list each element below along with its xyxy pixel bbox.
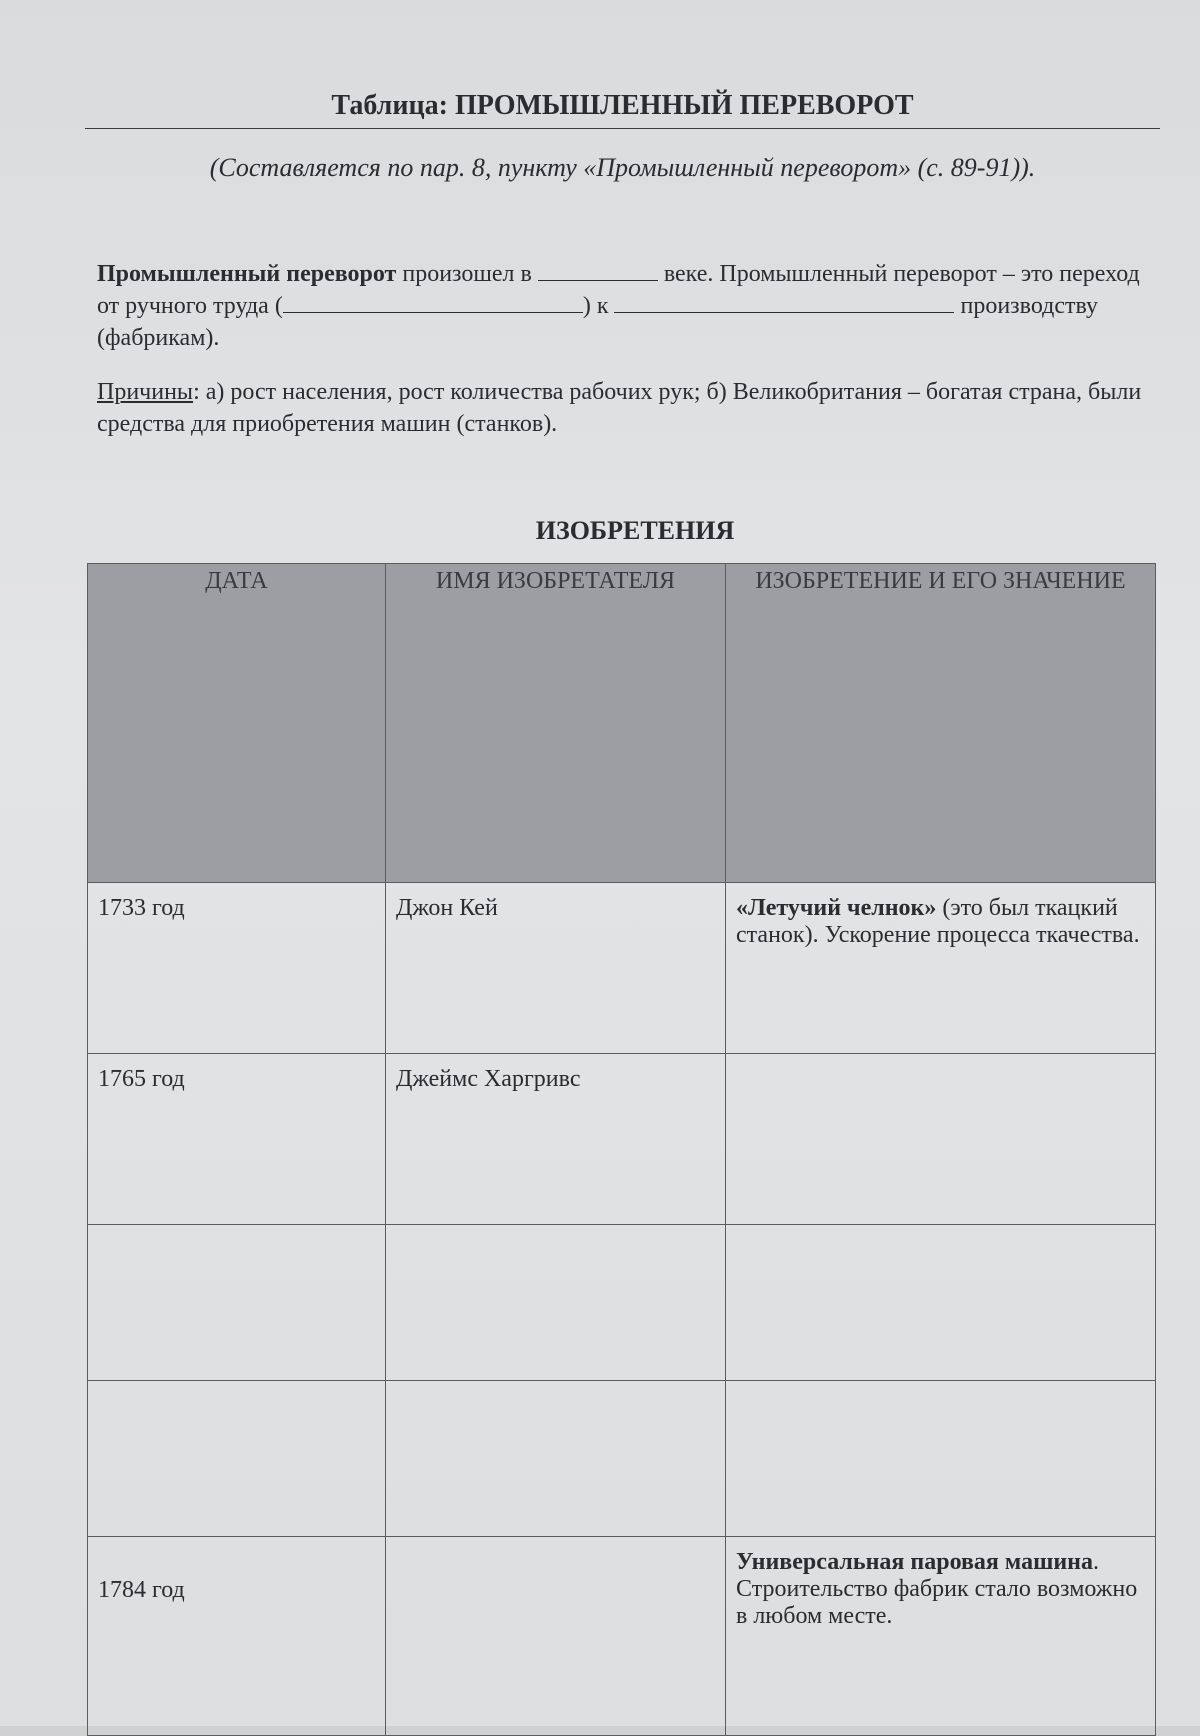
cell-date[interactable]: 1733 год <box>88 883 386 1054</box>
invention-name: Универсальная паровая машина <box>736 1549 1094 1575</box>
table-row <box>88 1054 1156 1225</box>
invention-description: . Строительство фабрик стало возможно в любом месте. <box>736 1549 1138 1629</box>
cell-invention[interactable] <box>726 1054 1156 1225</box>
cell-invention[interactable] <box>726 1225 1156 1381</box>
causes-text: : а) рост населения, рост количества рабочих рук; б) Великобритания – богатая страна, были средства для приобретения машин (станков). <box>97 379 1142 437</box>
document-subtitle: (Составляется по пар. 8, пункту «Промышленный переворот» (с. 89-91)). <box>209 153 1036 182</box>
table-row <box>88 1381 1156 1537</box>
causes-paragraph <box>97 376 1142 440</box>
blank-manual-labor[interactable] <box>283 292 583 313</box>
intro-text-1: произошел в <box>396 261 538 287</box>
intro-text-4: производству (фабрикам). <box>97 293 1098 351</box>
table-header-row <box>88 564 1156 883</box>
invention-description: (это был ткацкий станок). Ускорение процесса ткачества. <box>736 895 1140 948</box>
table-row <box>88 883 1156 1054</box>
cell-name[interactable]: Джеймс Харгривс <box>386 1054 726 1225</box>
header-inventor-name: ИМЯ ИЗОБРЕТАТЕЛЯ <box>386 564 726 883</box>
intro-text-2: веке. Промышленный переворот – это переход от ручного труда ( <box>97 261 1140 319</box>
cell-invention[interactable] <box>726 1381 1156 1537</box>
section-heading: ИЗОБРЕТЕНИЯ <box>535 516 735 545</box>
blank-machine-production[interactable] <box>614 292 954 313</box>
cell-date[interactable] <box>88 1225 386 1381</box>
cell-name[interactable] <box>386 1381 726 1537</box>
intro-text-3: ) к <box>582 293 615 319</box>
intro-bold-lead: Промышленный переворот <box>97 261 397 287</box>
cell-date[interactable]: 1765 год <box>88 1054 386 1225</box>
header-invention: ИЗОБРЕТЕНИЕ И ЕГО ЗНАЧЕНИЕ <box>726 564 1156 883</box>
cell-name[interactable]: Джон Кей <box>386 883 726 1054</box>
document-title: Таблица: ПРОМЫШЛЕННЫЙ ПЕРЕВОРОТ <box>85 90 1160 129</box>
cell-invention[interactable] <box>726 883 1156 1054</box>
cell-name[interactable] <box>386 1537 726 1736</box>
header-date: ДАТА <box>88 564 386 883</box>
cell-date[interactable] <box>88 1381 386 1537</box>
cell-date[interactable]: 1784 год <box>88 1537 386 1736</box>
causes-label: Причины <box>97 379 194 405</box>
table-row <box>88 1225 1156 1381</box>
blank-century[interactable] <box>538 260 658 281</box>
cell-invention[interactable] <box>726 1537 1156 1736</box>
inventions-table <box>87 563 1156 1736</box>
cell-name[interactable] <box>386 1225 726 1381</box>
table-row <box>88 1537 1156 1736</box>
invention-name: «Летучий челнок» <box>736 895 937 921</box>
intro-paragraph <box>97 258 1142 354</box>
